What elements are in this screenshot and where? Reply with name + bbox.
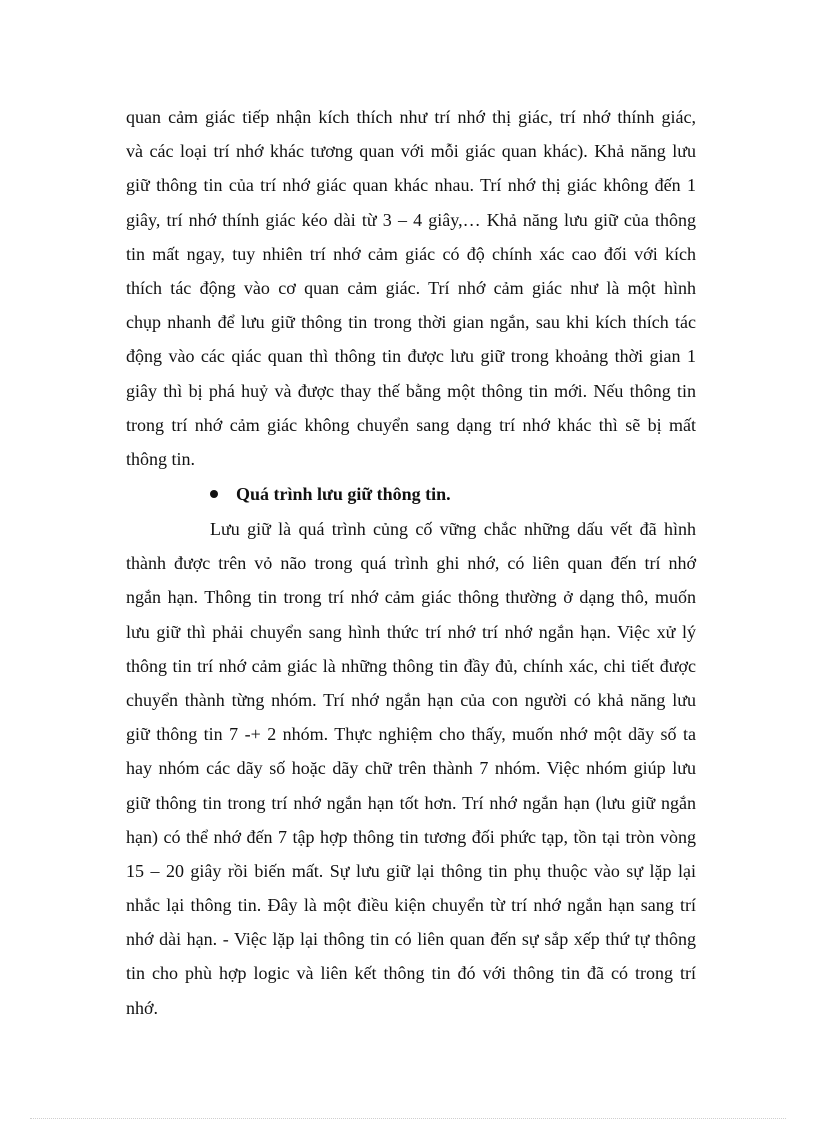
- paragraph-retention: [126, 512, 696, 1025]
- bullet-icon: [210, 490, 218, 498]
- text-line: thông tin trí nhớ cảm giác là những thông tin đầy đủ, chính xác, chi tiết được: [126, 655, 696, 676]
- text-line: tin cho phù hợp logic và liên kết thông tin đó với thông tin đã có trong trí: [126, 963, 696, 984]
- text-line: hay nhóm các dãy số hoặc dãy chữ trên thành 7 nhóm. Việc nhóm giúp lưu: [126, 758, 696, 779]
- text-line: giữ thông tin 7 -+ 2 nhóm. Thực nghiệm cho thấy, muốn nhớ một dãy số ta: [126, 724, 696, 745]
- text-line: thích tác động vào cơ quan cảm giác. Trí nhớ cảm giác như là một hình: [126, 277, 696, 298]
- section-heading-text: Quá trình lưu giữ thông tin.: [236, 484, 451, 504]
- text-line: nhớ dài hạn. - Việc lặp lại thông tin có liên quan đến sự sắp xếp thứ tự thông: [126, 929, 696, 950]
- text-line: giây thì bị phá huỷ và được thay thế bằng một thông tin mới. Nếu thông tin: [126, 380, 696, 401]
- text-line: quan cảm giác tiếp nhận kích thích như trí nhớ thị giác, trí nhớ thính giác,: [126, 107, 696, 127]
- text-line: chụp nhanh để lưu giữ thông tin trong thời gian ngắn, sau khi kích thích tác: [126, 312, 696, 333]
- text-line: giây, trí nhớ thính giác kéo dài từ 3 – 4 giây,… Khả năng lưu giữ của thông: [126, 209, 696, 230]
- text-line: lưu giữ thì phải chuyển sang hình thức trí nhớ trí nhớ ngắn hạn. Việc xử lý: [126, 621, 696, 642]
- paragraph-sensory-memory: [126, 100, 696, 476]
- section-heading: [210, 477, 451, 511]
- text-line: 15 – 20 giây rồi biến mất. Sự lưu giữ lại thông tin phụ thuộc vào sự lặp lại: [126, 860, 696, 881]
- page-bottom-border: [30, 1118, 786, 1119]
- text-line: nhắc lại thông tin. Đây là một điều kiện chuyển từ trí nhớ ngắn hạn sang trí: [126, 895, 696, 916]
- text-line: nhớ.: [126, 997, 159, 1018]
- text-line: và các loại trí nhớ khác tương quan với mỗi giác quan khác). Khả năng lưu: [126, 141, 696, 162]
- text-line: tin mất ngay, tuy nhiên trí nhớ cảm giác có độ chính xác cao đối với kích: [126, 243, 696, 264]
- text-line: ngắn hạn. Thông tin trong trí nhớ cảm giác thông thường ở dạng thô, muốn: [126, 587, 696, 608]
- text-line: giữ thông tin trong trí nhớ ngắn hạn tốt hơn. Trí nhớ ngắn hạn (lưu giữ ngắn: [126, 792, 696, 813]
- text-line: thành được trên vỏ não trong quá trình ghi nhớ, có liên quan đến trí nhớ: [126, 553, 696, 574]
- text-line: Lưu giữ là quá trình củng cố vững chắc những dấu vết đã hình: [210, 519, 696, 539]
- text-line: giữ thông tin của trí nhớ giác quan khác nhau. Trí nhớ thị giác không đến 1: [126, 175, 696, 196]
- text-line: động vào các qiác quan thì thông tin được lưu giữ trong khoảng thời gian 1: [126, 346, 696, 367]
- text-line: hạn) có thể nhớ đến 7 tập hợp thông tin tương đối phức tạp, tồn tại tròn vòng: [126, 826, 696, 847]
- text-line: trong trí nhớ cảm giác không chuyển sang dạng trí nhớ khác thì sẽ bị mất: [126, 414, 696, 435]
- text-line: thông tin.: [126, 448, 196, 469]
- text-line: chuyển thành từng nhóm. Trí nhớ ngắn hạn của con người có khả năng lưu: [126, 689, 696, 710]
